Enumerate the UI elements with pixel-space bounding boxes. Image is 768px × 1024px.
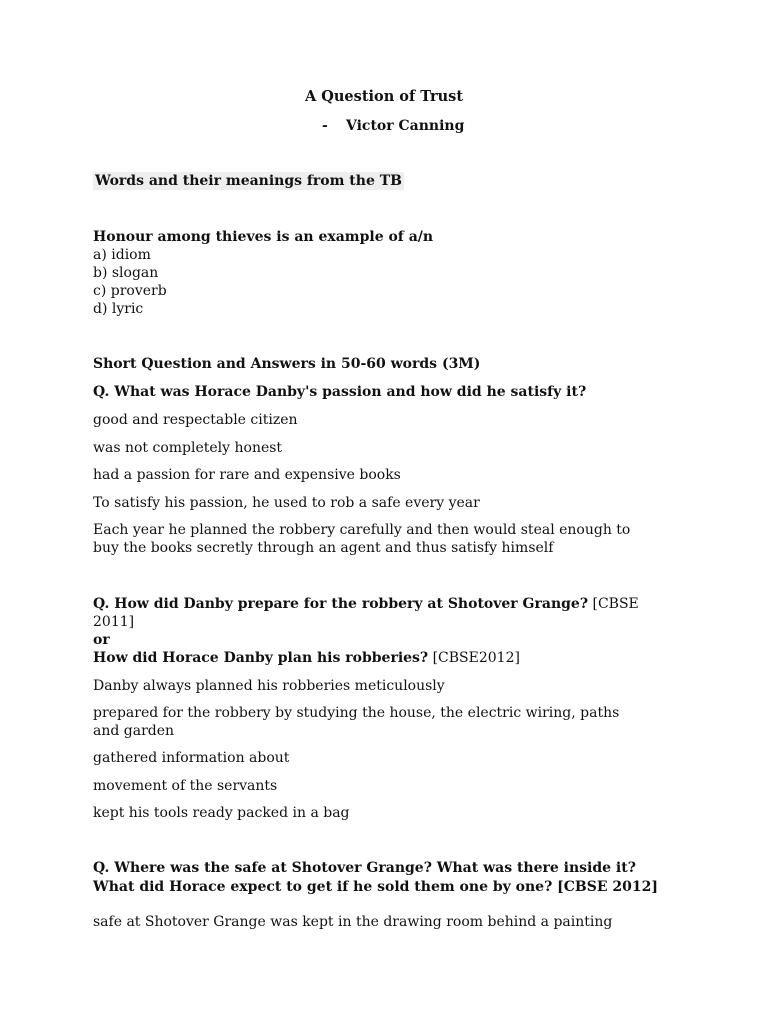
q3-question-cont: What did Horace expect to get if he sold them one by one? [CBSE 2012] (93, 879, 658, 895)
q2-answer: and garden (93, 723, 175, 739)
q2-question-text: Q. How did Danby prepare for the robbery at Shotover Grange? (93, 596, 589, 612)
vocab-heading-text: Words and their meanings from the TB (95, 173, 402, 189)
author-name: Victor Canning (346, 118, 465, 134)
q2-answer: Danby always planned his robberies meticulously (93, 678, 445, 694)
q2-answer: prepared for the robbery by studying the house, the electric wiring, paths (93, 705, 620, 721)
short-qa-heading: Short Question and Answers in 50-60 words (3M) (93, 356, 481, 372)
q3-question: Q. Where was the safe at Shotover Grange? What was there inside it? (93, 860, 636, 876)
mcq-option: d) lyric (93, 301, 144, 317)
q2-alt-question-ref: [CBSE2012] (428, 650, 520, 666)
q1-question: Q. What was Horace Danby's passion and how did he satisfy it? (93, 384, 587, 400)
q2-question (93, 595, 639, 613)
q1-answer: To satisfy his passion, he used to rob a safe every year (93, 495, 480, 511)
q2-answer: movement of the servants (93, 778, 278, 794)
q1-answer: had a passion for rare and expensive books (93, 467, 401, 483)
q2-question-ref: [CBSE (588, 596, 639, 612)
q1-answer: buy the books secretly through an agent and thus satisfy himself (93, 540, 554, 556)
q2-answer: gathered information about (93, 750, 290, 766)
q2-or: or (93, 632, 110, 648)
mcq-option: a) idiom (93, 247, 151, 263)
vocab-heading (93, 172, 404, 190)
mcq-option: b) slogan (93, 265, 159, 281)
q1-answer: good and respectable citizen (93, 412, 298, 428)
q2-alt-question-text: How did Horace Danby plan his robberies? (93, 650, 429, 666)
author-dash: - (322, 118, 328, 134)
q2-answer: kept his tools ready packed in a bag (93, 805, 350, 821)
q2-question-ref-cont: 2011] (93, 614, 135, 630)
q3-answer: safe at Shotover Grange was kept in the drawing room behind a painting (93, 914, 613, 930)
mcq-option: c) proverb (93, 283, 167, 299)
q2-alt-question (93, 649, 520, 667)
q1-answer: was not completely honest (93, 440, 283, 456)
q1-answer: Each year he planned the robbery carefully and then would steal enough to (93, 522, 631, 538)
document-title: A Question of Trust (304, 88, 464, 105)
mcq-question: Honour among thieves is an example of a/n (93, 229, 434, 245)
